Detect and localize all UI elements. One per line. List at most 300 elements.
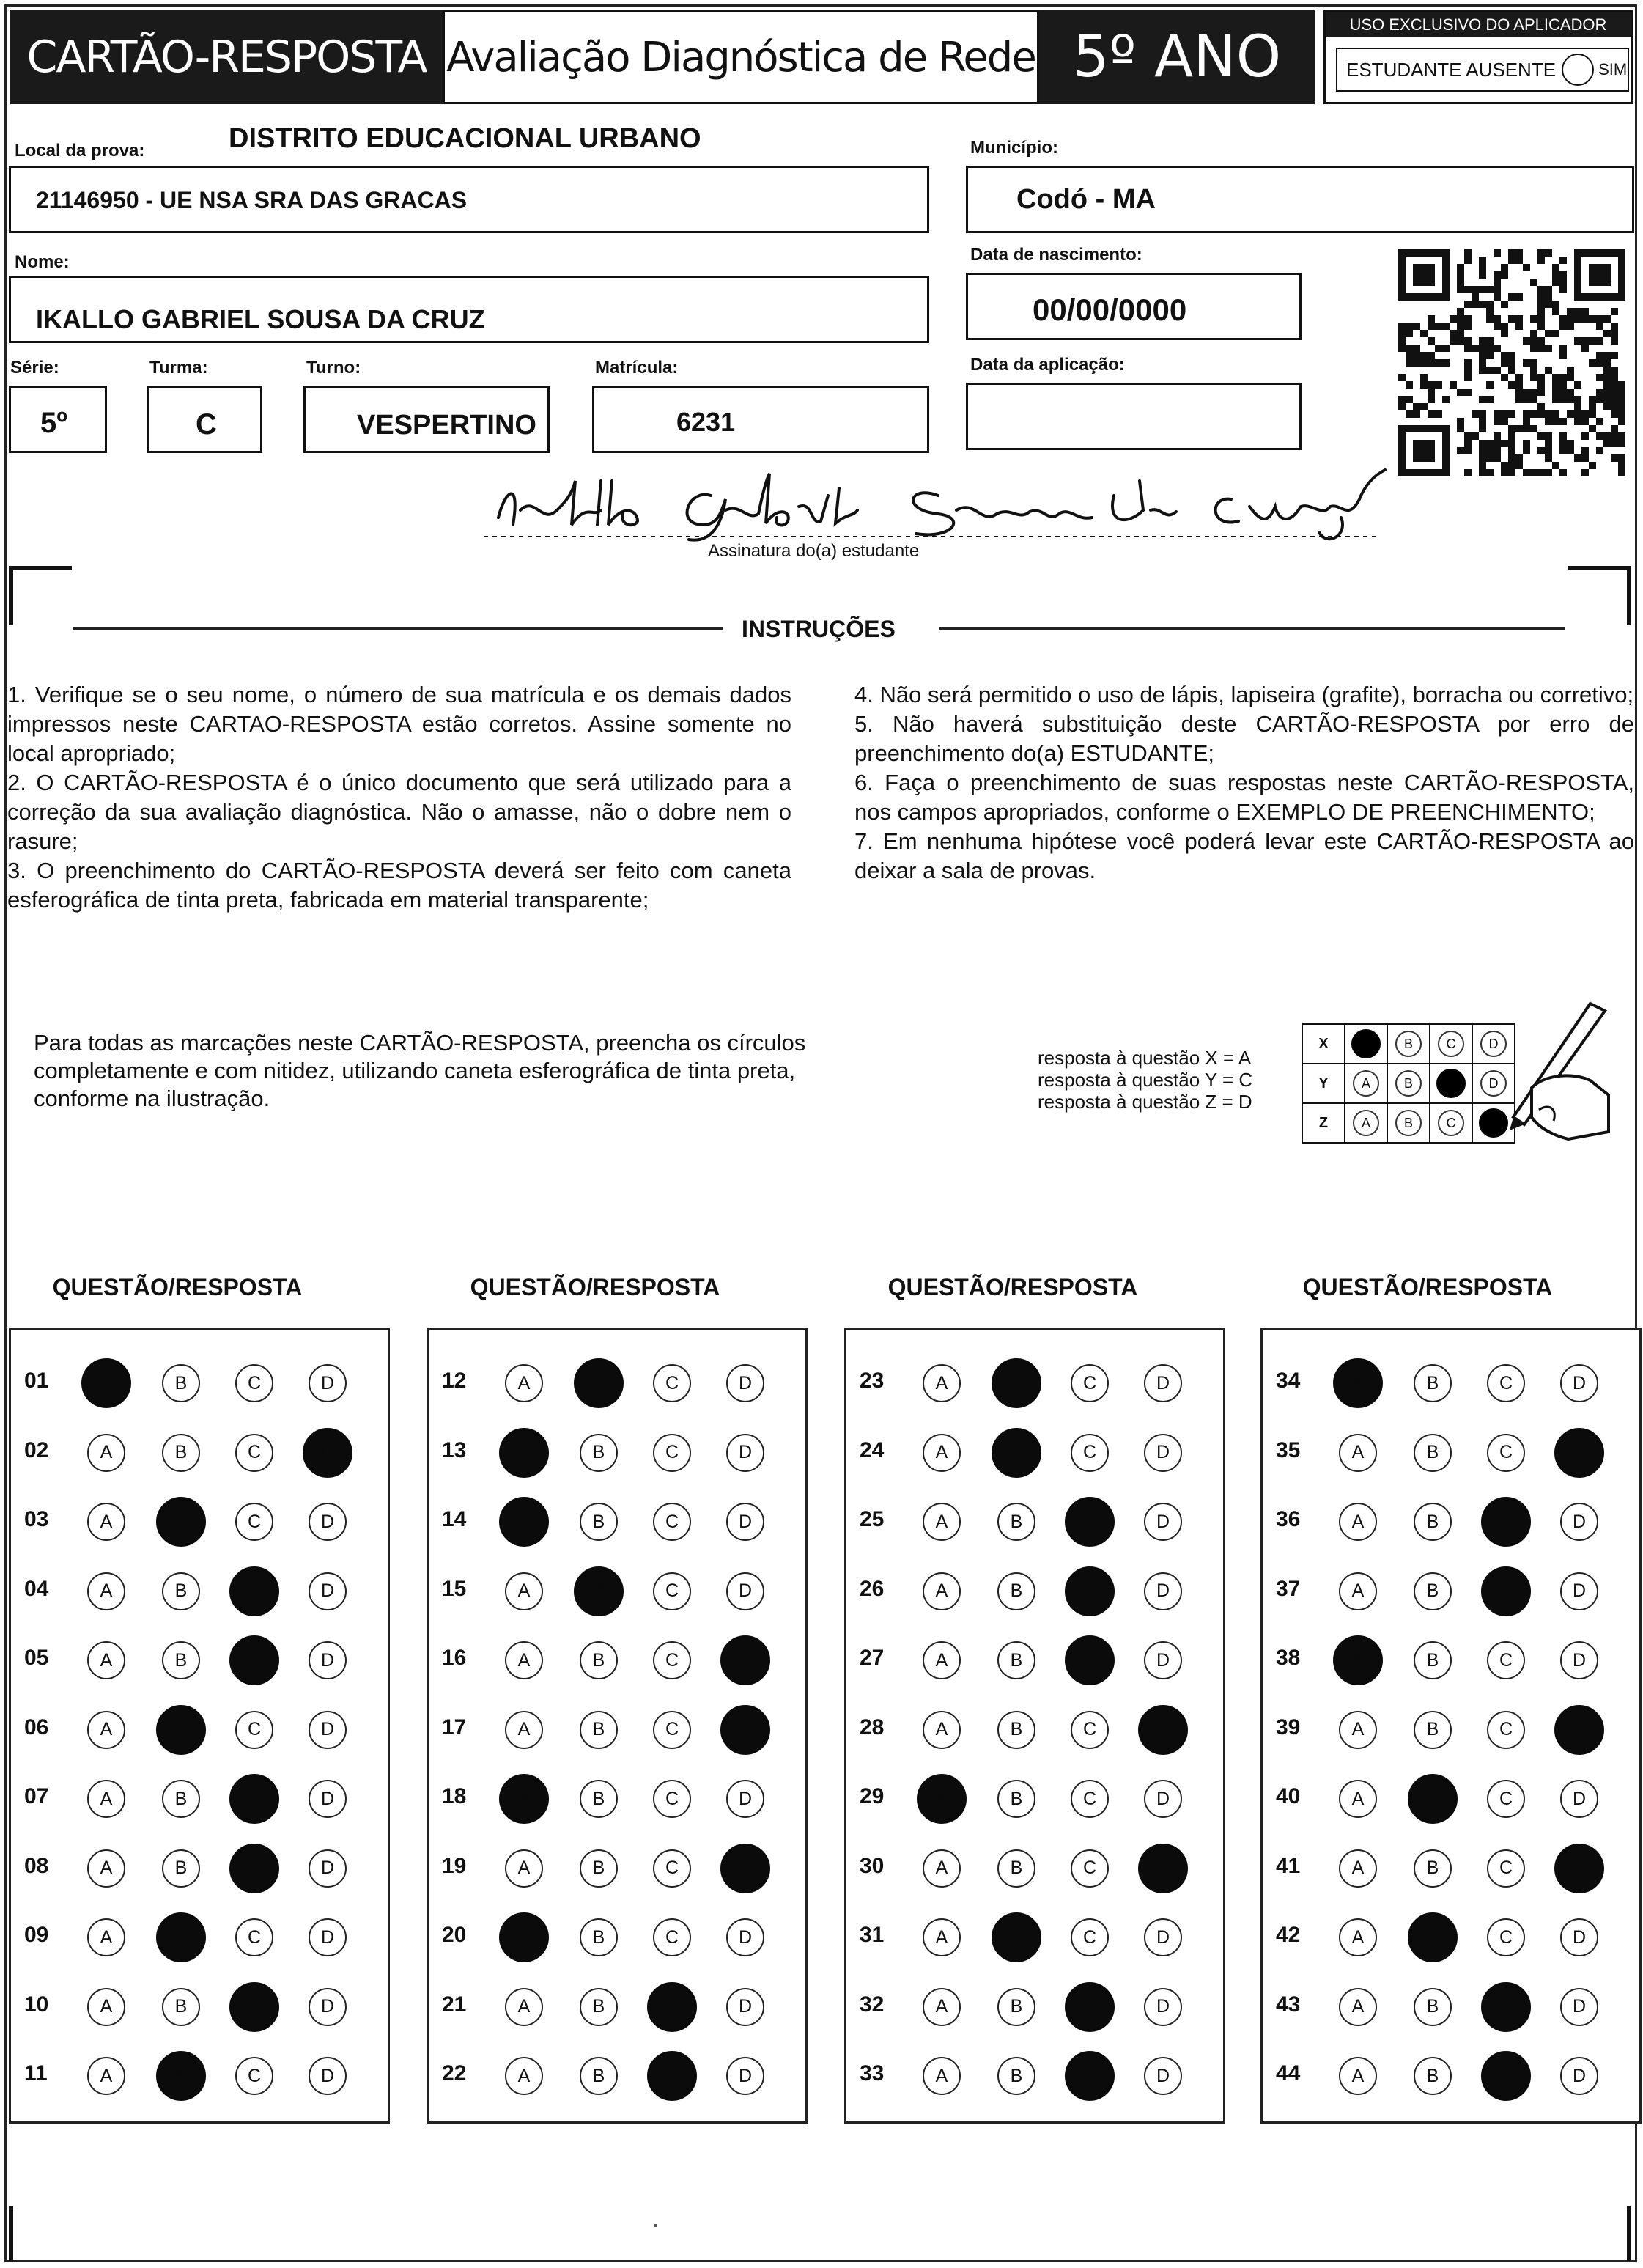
- application-date-field[interactable]: [966, 383, 1302, 450]
- answer-column-title: QUESTÃO/RESPOSTA: [1302, 1274, 1553, 1300]
- answer-bubble-b[interactable]: B: [156, 1912, 206, 1962]
- answer-bubble-d[interactable]: D: [309, 1780, 347, 1818]
- answer-bubble-c[interactable]: C: [1065, 1982, 1115, 2032]
- answer-bubble-d[interactable]: D: [1138, 1705, 1188, 1755]
- answer-bubble-b[interactable]: B: [162, 1434, 200, 1472]
- name-value: IKALLO GABRIEL SOUSA DA CRUZ: [36, 304, 485, 334]
- answer-bubble-c[interactable]: C: [1481, 2051, 1531, 2101]
- answer-bubble-d[interactable]: D: [1560, 1364, 1598, 1402]
- answer-bubble-d[interactable]: D: [1560, 1503, 1598, 1541]
- instruction-4: 4. Não será permitido o uso de lápis, lapiseira (grafite), borracha ou corretivo;: [854, 682, 1634, 707]
- answer-bubble-c[interactable]: C: [653, 1641, 691, 1679]
- question-row: [11, 1981, 388, 2032]
- answer-bubble-c[interactable]: C: [1065, 1635, 1115, 1685]
- question-number: 03: [24, 1507, 49, 1531]
- answer-bubble-d[interactable]: D: [1144, 1364, 1182, 1402]
- example-cell: [1345, 1024, 1387, 1064]
- answer-bubble-b[interactable]: B: [580, 1434, 618, 1472]
- question-row: [11, 1772, 388, 1824]
- answer-bubble-a[interactable]: A: [1339, 1711, 1377, 1749]
- absent-label: ESTUDANTE AUSENTE: [1346, 58, 1557, 81]
- question-row: [846, 1911, 1223, 1962]
- answer-bubble-d[interactable]: D: [1554, 1705, 1604, 1755]
- question-row: [429, 1634, 805, 1685]
- answer-bubble-a[interactable]: A: [923, 1711, 961, 1749]
- question-row: [11, 1495, 388, 1547]
- example-bubble-c: C: [1436, 1069, 1466, 1098]
- answer-bubble-c[interactable]: C: [653, 1503, 691, 1541]
- answer-bubble-c[interactable]: C: [647, 1982, 697, 2032]
- enrollment-label: Matrícula:: [595, 358, 679, 378]
- application-date-label: Data da aplicação:: [970, 355, 1125, 375]
- grade-title: 5º ANO: [1072, 24, 1282, 90]
- answer-bubble-a[interactable]: A: [87, 2057, 125, 2095]
- answer-bubble-c[interactable]: C: [1071, 1780, 1109, 1818]
- question-number: 11: [24, 2061, 48, 2085]
- answer-bubble-c[interactable]: C: [1487, 1364, 1525, 1402]
- question-number: 04: [24, 1576, 49, 1601]
- answer-bubble-d[interactable]: D: [726, 1572, 764, 1610]
- answer-bubble-a[interactable]: A: [87, 1503, 125, 1541]
- answer-bubble-c[interactable]: C: [1481, 1497, 1531, 1547]
- question-row: [11, 1357, 388, 1408]
- answer-bubble-c[interactable]: C: [653, 1849, 691, 1888]
- card-title: CARTÃO-RESPOSTA: [26, 32, 427, 83]
- answer-bubble-d[interactable]: D: [1560, 1918, 1598, 1956]
- example-bubble-b: B: [1395, 1031, 1422, 1057]
- series-value: 5º: [40, 407, 67, 439]
- answer-bubble-b[interactable]: B: [992, 1428, 1041, 1478]
- answer-bubble-a[interactable]: A: [87, 1711, 125, 1749]
- answer-bubble-c[interactable]: C: [229, 1982, 279, 2032]
- answer-bubble-c[interactable]: C: [1065, 2051, 1115, 2101]
- question-row: [846, 1565, 1223, 1616]
- exam-location-label: Local da prova:: [15, 141, 145, 161]
- question-row: [429, 1357, 805, 1408]
- question-row: [429, 1495, 805, 1547]
- name-field: [9, 276, 929, 343]
- answer-bubble-c[interactable]: C: [1487, 1641, 1525, 1679]
- answer-bubble-b[interactable]: B: [997, 1988, 1035, 2026]
- question-number: 14: [442, 1507, 467, 1531]
- answer-bubble-d[interactable]: D: [309, 1849, 347, 1888]
- answer-bubble-d[interactable]: D: [1144, 1503, 1182, 1541]
- question-row: [1263, 1565, 1639, 1616]
- example-bubble-d: D: [1479, 1108, 1508, 1138]
- frame-corner-tl-v: [9, 566, 13, 625]
- answer-bubble-b[interactable]: B: [1408, 1912, 1458, 1962]
- answer-bubble-b[interactable]: B: [1414, 1503, 1452, 1541]
- answer-bubble-a[interactable]: A: [1339, 1849, 1377, 1888]
- birth-field: [966, 273, 1302, 340]
- answer-bubble-c[interactable]: C: [235, 1364, 273, 1402]
- question-row: [1263, 1495, 1639, 1547]
- example-bubble-a: A: [1351, 1029, 1381, 1058]
- question-number: 33: [860, 2061, 885, 2085]
- answer-bubble-b[interactable]: B: [580, 1780, 618, 1818]
- answer-bubble-b[interactable]: B: [997, 2057, 1035, 2095]
- applicator-box: [1323, 10, 1633, 104]
- answer-bubble-b[interactable]: B: [1408, 1774, 1458, 1824]
- instruction-3: 3. O preenchimento do CARTÃO-RESPOSTA deverá ser feito com caneta esferográfica de tinta preta, fabricada em material transparente;: [7, 858, 791, 913]
- answer-bubble-c[interactable]: C: [1071, 1711, 1109, 1749]
- question-row: [846, 1704, 1223, 1755]
- frame-corner-tl-h: [9, 566, 72, 570]
- question-row: [11, 1704, 388, 1755]
- answer-bubble-b[interactable]: B: [580, 1711, 618, 1749]
- answer-bubble-a[interactable]: A: [1339, 1572, 1377, 1610]
- question-row: [1263, 1911, 1639, 1962]
- question-row: [11, 1426, 388, 1478]
- answer-bubble-c[interactable]: C: [1487, 1918, 1525, 1956]
- answer-bubble-d[interactable]: D: [726, 2057, 764, 2095]
- answer-bubble-b[interactable]: B: [574, 1358, 624, 1408]
- answer-bubble-a[interactable]: A: [87, 1849, 125, 1888]
- answer-bubble-a[interactable]: A: [505, 2057, 543, 2095]
- answer-bubble-d[interactable]: D: [309, 1711, 347, 1749]
- answer-bubble-c[interactable]: C: [1071, 1918, 1109, 1956]
- question-row: [846, 1842, 1223, 1893]
- class-label: Turma:: [149, 358, 208, 378]
- question-number: 28: [860, 1715, 885, 1739]
- question-number: 17: [442, 1715, 467, 1739]
- answer-bubble-a[interactable]: A: [87, 1434, 125, 1472]
- question-number: 40: [1276, 1784, 1301, 1808]
- answer-bubble-d[interactable]: D: [726, 1780, 764, 1818]
- instruction-5: 5. Não haverá substituição deste CARTÃO-RESPOSTA por erro de preenchimento do(a) ESTUDANTE;: [854, 711, 1634, 766]
- student-signature: [469, 466, 1392, 547]
- answer-bubble-d[interactable]: D: [309, 1364, 347, 1402]
- example-line-y: resposta à questão Y = C: [1038, 1069, 1253, 1091]
- example-line-x: resposta à questão X = A: [1038, 1047, 1252, 1069]
- answer-bubble-a[interactable]: A: [923, 1641, 961, 1679]
- answer-bubble-a[interactable]: A: [87, 1780, 125, 1818]
- answer-bubble-b[interactable]: B: [580, 2057, 618, 2095]
- municipality-value: Codó - MA: [1016, 184, 1156, 215]
- answer-bubble-b[interactable]: B: [580, 1988, 618, 2026]
- answer-bubble-d[interactable]: D: [1560, 1572, 1598, 1610]
- question-row: [846, 1772, 1223, 1824]
- answer-bubble-a[interactable]: A: [505, 1711, 543, 1749]
- answer-bubble-a[interactable]: A: [499, 1774, 549, 1824]
- answer-bubble-a[interactable]: A: [923, 1988, 961, 2026]
- answer-bubble-c[interactable]: C: [653, 1572, 691, 1610]
- shift-field: [303, 386, 550, 453]
- question-row: [11, 1565, 388, 1616]
- answer-bubble-d[interactable]: D: [309, 1988, 347, 2026]
- answer-bubble-a[interactable]: A: [1339, 1434, 1377, 1472]
- answer-bubble-a[interactable]: A: [917, 1774, 967, 1824]
- answer-bubble-b[interactable]: B: [162, 1780, 200, 1818]
- answer-bubble-c[interactable]: C: [1071, 1849, 1109, 1888]
- answer-bubble-d[interactable]: D: [1560, 1641, 1598, 1679]
- answer-bubble-a[interactable]: A: [923, 1918, 961, 1956]
- answer-bubble-a[interactable]: A: [87, 1988, 125, 2026]
- answer-bubble-b[interactable]: B: [1414, 1711, 1452, 1749]
- example-cell: [1430, 1064, 1472, 1103]
- fill-note: Para todas as marcações neste CARTÃO-RESPOSTA, preencha os círculos completamente e com nitidez, utilizando caneta esferográfica de tinta preta, conforme na ilustração.: [34, 1030, 806, 1111]
- question-number: 13: [442, 1437, 467, 1462]
- answer-bubble-b[interactable]: B: [1414, 1641, 1452, 1679]
- answer-bubble-d[interactable]: D: [1560, 1780, 1598, 1818]
- answer-bubble-d[interactable]: D: [1560, 2057, 1598, 2095]
- instructions-title: INSTRUÇÕES: [742, 616, 896, 642]
- question-row: [429, 1911, 805, 1962]
- answer-bubble-a[interactable]: A: [505, 1364, 543, 1402]
- instruction-7: 7. Em nenhuma hipótese você poderá levar este CARTÃO-RESPOSTA ao deixar a sala de provas.: [854, 828, 1634, 883]
- answer-bubble-a[interactable]: A: [1333, 1358, 1383, 1408]
- answer-bubble-a[interactable]: A: [923, 1503, 961, 1541]
- answer-bubble-c[interactable]: C: [1481, 1982, 1531, 2032]
- answer-bubble-c[interactable]: C: [1071, 1364, 1109, 1402]
- example-bubble-a: A: [1353, 1070, 1379, 1097]
- answer-bubble-c[interactable]: C: [653, 1711, 691, 1749]
- answer-bubble-a[interactable]: A: [81, 1358, 131, 1408]
- answer-bubble-b[interactable]: B: [162, 1572, 200, 1610]
- answer-bubble-a[interactable]: A: [87, 1918, 125, 1956]
- answer-bubble-d[interactable]: D: [1144, 1988, 1182, 2026]
- answer-bubble-c[interactable]: C: [235, 1434, 273, 1472]
- answer-bubble-d[interactable]: D: [720, 1705, 770, 1755]
- answer-bubble-c[interactable]: C: [1487, 1849, 1525, 1888]
- answer-bubble-d[interactable]: D: [303, 1428, 352, 1478]
- answer-bubble-a[interactable]: A: [499, 1912, 549, 1962]
- answer-bubble-a[interactable]: A: [1339, 1918, 1377, 1956]
- answer-bubble-b[interactable]: B: [1414, 1434, 1452, 1472]
- answer-bubble-c[interactable]: C: [653, 1918, 691, 1956]
- answer-bubble-c[interactable]: C: [653, 1434, 691, 1472]
- answer-bubble-a[interactable]: A: [923, 1434, 961, 1472]
- answer-bubble-c[interactable]: C: [647, 2051, 697, 2101]
- answer-bubble-d[interactable]: D: [309, 1572, 347, 1610]
- question-number: 12: [442, 1369, 467, 1393]
- example-cell: [1430, 1103, 1472, 1143]
- municipality-field: [966, 166, 1634, 233]
- pen-hand-illustration: [1480, 1000, 1612, 1146]
- question-row: [429, 1981, 805, 2032]
- answer-bubble-b[interactable]: B: [997, 1572, 1035, 1610]
- answer-bubble-a[interactable]: A: [923, 1572, 961, 1610]
- answer-bubble-a[interactable]: A: [1339, 1988, 1377, 2026]
- answer-bubble-d[interactable]: D: [720, 1844, 770, 1893]
- question-number: 37: [1276, 1576, 1301, 1601]
- instructions-left: [7, 680, 791, 915]
- answer-bubble-b[interactable]: B: [997, 1641, 1035, 1679]
- answer-bubble-c[interactable]: C: [229, 1774, 279, 1824]
- question-row: [429, 1842, 805, 1893]
- answer-bubble-a[interactable]: A: [87, 1641, 125, 1679]
- answer-bubble-b[interactable]: B: [1414, 1572, 1452, 1610]
- answer-bubble-d[interactable]: D: [726, 1503, 764, 1541]
- question-row: [846, 1634, 1223, 1685]
- answer-bubble-b[interactable]: B: [162, 1641, 200, 1679]
- answer-bubble-c[interactable]: C: [1071, 1434, 1109, 1472]
- example-cell: [1387, 1103, 1430, 1143]
- answer-bubble-a[interactable]: A: [499, 1428, 549, 1478]
- exam-title-box: [443, 10, 1039, 104]
- answer-bubble-b[interactable]: B: [580, 1641, 618, 1679]
- signature-caption: Assinatura do(a) estudante: [708, 541, 920, 561]
- name-label: Nome:: [15, 252, 70, 272]
- answer-bubble-a[interactable]: A: [923, 1849, 961, 1888]
- answer-bubble-b[interactable]: B: [997, 1711, 1035, 1749]
- instruction-1: 1. Verifique se o seu nome, o número de sua matrícula e os demais dados impressos neste CARTAO-RESPOSTA estão corretos. Assine somente no local apropriado;: [7, 682, 791, 766]
- question-row: [429, 1772, 805, 1824]
- answer-bubble-a[interactable]: A: [1339, 1780, 1377, 1818]
- example-cell: [1430, 1024, 1472, 1064]
- answer-bubble-a[interactable]: A: [87, 1572, 125, 1610]
- instructions-rule-left: [73, 627, 723, 630]
- answer-bubble-a[interactable]: A: [499, 1497, 549, 1547]
- answer-bubble-a[interactable]: A: [1339, 1503, 1377, 1541]
- enrollment-field: [592, 386, 929, 453]
- answer-bubble-a[interactable]: A: [505, 1988, 543, 2026]
- answer-bubble-d[interactable]: D: [309, 1641, 347, 1679]
- answer-bubble-c[interactable]: C: [1481, 1566, 1531, 1616]
- series-field: [9, 386, 107, 453]
- answer-bubble-d[interactable]: D: [309, 2057, 347, 2095]
- answer-bubble-c[interactable]: C: [235, 1711, 273, 1749]
- answer-bubble-d[interactable]: D: [1144, 1434, 1182, 1472]
- answer-column-4: [1260, 1328, 1642, 2124]
- answer-column-title: QUESTÃO/RESPOSTA: [52, 1274, 303, 1300]
- answer-bubble-b[interactable]: B: [156, 2051, 206, 2101]
- school-value: 21146950 - UE NSA SRA DAS GRACAS: [36, 187, 468, 213]
- qr-code: [1398, 249, 1625, 476]
- answer-bubble-a[interactable]: A: [1333, 1635, 1383, 1685]
- answer-bubble-c[interactable]: C: [653, 1364, 691, 1402]
- absent-yes-label: SIM: [1598, 60, 1628, 78]
- answer-bubble-c[interactable]: C: [1065, 1566, 1115, 1616]
- example-cell: [1345, 1103, 1387, 1143]
- answer-column-title: QUESTÃO/RESPOSTA: [470, 1274, 720, 1300]
- class-field: [147, 386, 262, 453]
- question-row: [1263, 1704, 1639, 1755]
- grade-banner: [1039, 10, 1315, 104]
- absent-checkbox[interactable]: [1562, 54, 1594, 86]
- question-row: [846, 2050, 1223, 2101]
- answer-bubble-b[interactable]: B: [1414, 1849, 1452, 1888]
- answer-bubble-d[interactable]: D: [1144, 1780, 1182, 1818]
- answer-bubble-b[interactable]: B: [580, 1918, 618, 1956]
- answer-bubble-a[interactable]: A: [505, 1641, 543, 1679]
- example-row-label: X: [1302, 1024, 1345, 1064]
- question-row: [1263, 1634, 1639, 1685]
- answer-bubble-c[interactable]: C: [653, 1780, 691, 1818]
- answer-bubble-d[interactable]: D: [720, 1635, 770, 1685]
- answer-bubble-d[interactable]: D: [726, 1434, 764, 1472]
- answer-bubble-b[interactable]: B: [156, 1705, 206, 1755]
- question-row: [429, 2050, 805, 2101]
- answer-bubble-d[interactable]: D: [726, 1988, 764, 2026]
- answer-column-2: [427, 1328, 808, 2124]
- answer-bubble-d[interactable]: D: [1554, 1844, 1604, 1893]
- answer-bubble-b[interactable]: B: [574, 1566, 624, 1616]
- answer-bubble-b[interactable]: B: [1414, 1364, 1452, 1402]
- answer-bubble-a[interactable]: A: [505, 1572, 543, 1610]
- example-bubble-a: A: [1353, 1110, 1379, 1136]
- answer-bubble-b[interactable]: B: [1414, 2057, 1452, 2095]
- answer-bubble-c[interactable]: C: [1065, 1497, 1115, 1547]
- answer-bubble-c[interactable]: C: [1487, 1434, 1525, 1472]
- question-row: [11, 1634, 388, 1685]
- question-number: 31: [860, 1923, 885, 1947]
- answer-bubble-c[interactable]: C: [229, 1566, 279, 1616]
- question-row: [1263, 1842, 1639, 1893]
- answer-bubble-b[interactable]: B: [997, 1849, 1035, 1888]
- answer-bubble-d[interactable]: D: [1560, 1988, 1598, 2026]
- answer-bubble-d[interactable]: D: [309, 1918, 347, 1956]
- answer-bubble-b[interactable]: B: [162, 1364, 200, 1402]
- answer-bubble-b[interactable]: B: [580, 1849, 618, 1888]
- answer-bubble-d[interactable]: D: [726, 1918, 764, 1956]
- question-number: 24: [860, 1437, 885, 1462]
- answer-bubble-b[interactable]: B: [162, 1849, 200, 1888]
- answer-bubble-c[interactable]: C: [235, 1918, 273, 1956]
- answer-bubble-b[interactable]: B: [992, 1912, 1041, 1962]
- question-number: 32: [860, 1992, 885, 2017]
- question-number: 02: [24, 1437, 49, 1462]
- question-row: [1263, 2050, 1639, 2101]
- answer-bubble-d[interactable]: D: [726, 1364, 764, 1402]
- class-value: C: [196, 408, 217, 441]
- example-row-label: Z: [1302, 1103, 1345, 1143]
- answer-bubble-c[interactable]: C: [229, 1635, 279, 1685]
- frame-corner-bl-v: [9, 2206, 13, 2261]
- answer-bubble-d[interactable]: D: [1144, 1572, 1182, 1610]
- question-number: 22: [442, 2061, 467, 2085]
- answer-bubble-c[interactable]: C: [235, 2057, 273, 2095]
- answer-bubble-c[interactable]: C: [229, 1844, 279, 1893]
- answer-bubble-d[interactable]: D: [309, 1503, 347, 1541]
- answer-bubble-d[interactable]: D: [1144, 1641, 1182, 1679]
- answer-bubble-b[interactable]: B: [992, 1358, 1041, 1408]
- example-bubble-b: B: [1395, 1110, 1422, 1136]
- answer-bubble-b[interactable]: B: [997, 1780, 1035, 1818]
- answer-bubble-b[interactable]: B: [1414, 1988, 1452, 2026]
- question-row: [429, 1565, 805, 1616]
- answer-bubble-a[interactable]: A: [505, 1849, 543, 1888]
- answer-bubble-d[interactable]: D: [1138, 1844, 1188, 1893]
- answer-bubble-d[interactable]: D: [1144, 1918, 1182, 1956]
- answer-bubble-a[interactable]: A: [1339, 2057, 1377, 2095]
- answer-bubble-a[interactable]: A: [923, 2057, 961, 2095]
- question-row: [846, 1981, 1223, 2032]
- question-number: 36: [1276, 1507, 1301, 1531]
- answer-bubble-c[interactable]: C: [1487, 1711, 1525, 1749]
- answer-bubble-b[interactable]: B: [162, 1988, 200, 2026]
- question-number: 25: [860, 1507, 885, 1531]
- answer-bubble-b[interactable]: B: [156, 1497, 206, 1547]
- answer-bubble-d[interactable]: D: [1554, 1428, 1604, 1478]
- question-number: 41: [1276, 1853, 1301, 1878]
- answer-bubble-b[interactable]: B: [997, 1503, 1035, 1541]
- example-cell: [1387, 1064, 1430, 1103]
- question-number: 21: [442, 1992, 467, 2017]
- answer-bubble-a[interactable]: A: [923, 1364, 961, 1402]
- question-number: 15: [442, 1576, 467, 1601]
- school-field: [9, 166, 929, 233]
- question-row: [429, 1426, 805, 1478]
- answer-column-3: [844, 1328, 1225, 2124]
- answer-bubble-c[interactable]: C: [1487, 1780, 1525, 1818]
- answer-bubble-b[interactable]: B: [580, 1503, 618, 1541]
- answer-bubble-c[interactable]: C: [235, 1503, 273, 1541]
- question-number: 05: [24, 1646, 49, 1670]
- answer-bubble-d[interactable]: D: [1144, 2057, 1182, 2095]
- applicator-box-title: USO EXCLUSIVO DO APLICADOR: [1326, 12, 1631, 37]
- example-line-z: resposta à questão Z = D: [1038, 1091, 1252, 1113]
